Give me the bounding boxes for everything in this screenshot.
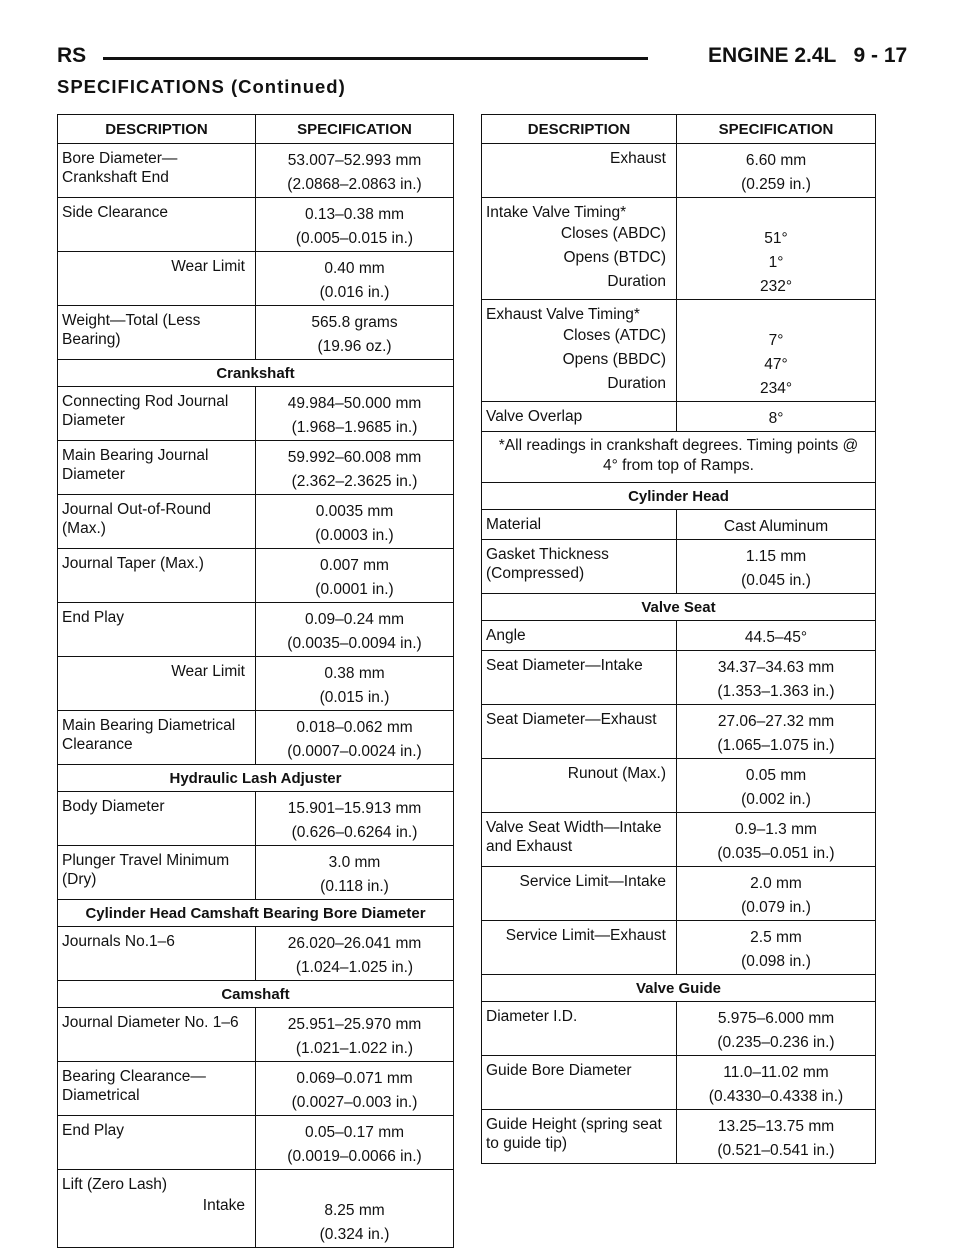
group-title: Intake Valve Timing* — [486, 204, 627, 221]
specification-cell — [677, 300, 876, 402]
description-line: (Compressed) — [486, 565, 585, 582]
table-row — [482, 1056, 876, 1110]
specification-value: (0.016 in.) — [319, 284, 390, 301]
table-row — [58, 441, 454, 495]
specification-value: 2.0 mm — [750, 875, 802, 892]
specification-cell — [256, 495, 454, 549]
specification-value: 25.951–25.970 mm — [287, 1016, 422, 1033]
section-heading: Cylinder Head Camshaft Bearing Bore Diameter — [58, 900, 454, 927]
description-line: Main Bearing Diametrical — [62, 717, 236, 734]
specification-value: 0.007 mm — [320, 557, 389, 574]
sub-description: Opens (BBDC) — [562, 351, 666, 368]
table-row — [58, 1062, 454, 1116]
specification-cell — [677, 813, 876, 867]
specification-value: (1.021–1.022 in.) — [295, 1040, 414, 1057]
specification-cell — [677, 867, 876, 921]
table-row — [58, 495, 454, 549]
description-line: Plunger Travel Minimum — [62, 852, 230, 869]
description-line: Exhaust — [609, 150, 666, 167]
specification-value: 8.25 mm — [324, 1202, 385, 1219]
specification-value: (0.015 in.) — [319, 689, 390, 706]
specification-value: (0.098 in.) — [741, 953, 811, 970]
specification-cell — [677, 921, 876, 975]
description-cell — [482, 402, 677, 432]
specification-cell — [677, 1110, 876, 1164]
description-cell — [482, 651, 677, 705]
section-heading: Crankshaft — [58, 360, 454, 387]
description-line: Service Limit—Exhaust — [505, 927, 666, 944]
specification-value: 0.0035 mm — [315, 503, 394, 520]
specification-cell — [677, 759, 876, 813]
specification-value: 53.007–52.993 mm — [287, 152, 422, 169]
group-title: Lift (Zero Lash) — [62, 1176, 168, 1193]
specification-value: 0.13–0.38 mm — [304, 206, 405, 223]
description-cell — [58, 495, 256, 549]
note-row — [482, 432, 876, 483]
description-line: Journal Diameter No. 1–6 — [62, 1014, 239, 1031]
specification-value: (1.968–1.9685 in.) — [291, 419, 418, 436]
table-row — [58, 657, 454, 711]
spec-table-left — [57, 114, 454, 1248]
section-row — [58, 765, 454, 792]
table-row — [58, 306, 454, 360]
description-cell — [58, 1116, 256, 1170]
spec-table-body — [58, 144, 454, 1248]
description-line: Diameter — [62, 412, 125, 429]
specification-value: 0.38 mm — [324, 665, 385, 682]
description-cell — [58, 1170, 256, 1248]
specification-cell — [677, 402, 876, 432]
description-line: Seat Diameter—Exhaust — [486, 711, 657, 728]
specification-value: 6.60 mm — [745, 152, 807, 169]
specification-value: 1° — [768, 254, 784, 271]
description-cell — [58, 198, 256, 252]
sub-description: Opens (BTDC) — [563, 249, 666, 266]
specification-value: 8° — [768, 410, 784, 427]
description-cell — [482, 1002, 677, 1056]
table-row — [58, 1116, 454, 1170]
table-row — [58, 711, 454, 765]
description-cell — [58, 441, 256, 495]
description-cell — [482, 198, 677, 300]
specification-value: (0.118 in.) — [320, 878, 389, 895]
section-row — [58, 360, 454, 387]
description-cell — [58, 306, 256, 360]
description-cell — [58, 1062, 256, 1116]
specification-cell — [256, 441, 454, 495]
specification-cell — [256, 603, 454, 657]
specification-cell — [256, 657, 454, 711]
specification-cell — [256, 1170, 454, 1248]
section-row — [58, 900, 454, 927]
table-row — [58, 198, 454, 252]
section-row — [58, 981, 454, 1008]
description-cell — [482, 705, 677, 759]
description-cell — [58, 603, 256, 657]
specification-value: 49.984–50.000 mm — [287, 395, 422, 412]
specification-value: 565.8 grams — [311, 314, 398, 331]
specification-value: (2.362–2.3625 in.) — [291, 473, 418, 490]
table-row-group — [482, 300, 876, 402]
description-line: Crankshaft End — [62, 169, 169, 186]
specification-cell — [677, 1002, 876, 1056]
spec-table-body — [482, 144, 876, 1164]
specification-value: 34.37–34.63 mm — [717, 659, 835, 676]
specification-cell — [256, 549, 454, 603]
specification-value: 11.0–11.02 mm — [723, 1064, 829, 1081]
description-cell — [58, 549, 256, 603]
specification-cell — [677, 198, 876, 300]
description-line: Main Bearing Journal — [62, 447, 209, 464]
specification-cell — [677, 540, 876, 594]
description-line: Journals No.1–6 — [62, 933, 175, 950]
specification-value: 15.901–15.913 mm — [287, 800, 422, 817]
description-line: Runout (Max.) — [567, 765, 666, 782]
description-line: Journal Taper (Max.) — [62, 555, 204, 572]
description-line: Diameter I.D. — [486, 1008, 578, 1025]
specification-cell — [256, 306, 454, 360]
sub-spacer — [62, 1218, 251, 1242]
table-row — [482, 921, 876, 975]
description-cell — [482, 813, 677, 867]
group-title-spacer — [677, 305, 875, 329]
section-heading: Valve Guide — [482, 975, 876, 1002]
specification-value: (0.626–0.6264 in.) — [291, 824, 418, 841]
specification-value: 13.25–13.75 mm — [717, 1118, 835, 1135]
description-cell — [482, 144, 677, 198]
column-header-specification: SPECIFICATION — [677, 115, 876, 144]
description-cell — [482, 921, 677, 975]
specification-value: 3.0 mm — [328, 854, 381, 871]
specification-value: (0.005–0.015 in.) — [295, 230, 414, 247]
description-line: Seat Diameter—Intake — [486, 657, 643, 674]
specification-value: 0.09–0.24 mm — [304, 611, 405, 628]
sub-description: Intake — [202, 1197, 245, 1214]
specification-value: (0.045 in.) — [741, 572, 811, 589]
specification-value: (0.4330–0.4338 in.) — [708, 1088, 844, 1105]
column-header-description: DESCRIPTION — [58, 115, 256, 144]
specification-cell — [256, 792, 454, 846]
header-rule — [103, 57, 648, 60]
description-line: Wear Limit — [171, 663, 245, 680]
description-line: Guide Bore Diameter — [486, 1062, 632, 1079]
description-line: Journal Out-of-Round — [62, 501, 212, 518]
description-line: Valve Seat Width—Intake — [486, 819, 662, 836]
table-row — [482, 867, 876, 921]
specification-cell — [677, 651, 876, 705]
description-cell — [58, 387, 256, 441]
sub-description: Duration — [607, 273, 666, 290]
specification-value: 2.5 mm — [750, 929, 802, 946]
specification-value: (1.353–1.363 in.) — [717, 683, 835, 700]
description-cell — [482, 867, 677, 921]
description-line: End Play — [62, 609, 125, 626]
description-line: Gasket Thickness — [486, 546, 609, 563]
description-line: Weight—Total (Less — [62, 312, 201, 329]
specification-value: 232° — [759, 278, 793, 295]
specification-value: (0.0001 in.) — [315, 581, 394, 598]
section-row — [482, 483, 876, 510]
specification-value: (0.035–0.051 in.) — [717, 845, 835, 862]
description-line: End Play — [62, 1122, 125, 1139]
table-row — [482, 759, 876, 813]
specification-cell — [677, 144, 876, 198]
table-row — [58, 603, 454, 657]
table-row — [58, 252, 454, 306]
table-row — [482, 705, 876, 759]
specification-value: 44.5–45° — [744, 629, 808, 646]
specification-cell — [677, 621, 876, 651]
specification-cell — [256, 387, 454, 441]
specification-value: 0.069–0.071 mm — [296, 1070, 413, 1087]
specification-cell — [677, 1056, 876, 1110]
footnote-cell — [482, 432, 876, 483]
description-line: Material — [486, 516, 542, 533]
description-cell — [58, 846, 256, 900]
description-line: Bearing Clearance— — [62, 1068, 206, 1085]
section-heading: Camshaft — [58, 981, 454, 1008]
specification-value: 26.020–26.041 mm — [287, 935, 422, 952]
table-row-group — [482, 198, 876, 300]
description-line: Wear Limit — [171, 258, 245, 275]
specification-value: (0.521–0.541 in.) — [717, 1142, 835, 1159]
table-row — [482, 651, 876, 705]
description-line: and Exhaust — [486, 838, 573, 855]
description-cell — [58, 1008, 256, 1062]
specification-cell — [256, 144, 454, 198]
specification-value: 7° — [768, 332, 784, 349]
specification-value: Cast Aluminum — [723, 518, 829, 535]
specification-value: (0.0003 in.) — [315, 527, 394, 544]
specification-value: (0.235–0.236 in.) — [717, 1034, 835, 1051]
specification-value: 47° — [764, 356, 788, 373]
table-row — [58, 144, 454, 198]
sub-description: Closes (ABDC) — [560, 225, 666, 242]
section-heading: Cylinder Head — [482, 483, 876, 510]
specification-value: 51° — [764, 230, 788, 247]
description-line: Angle — [486, 627, 526, 644]
table-row — [482, 510, 876, 540]
specification-value: 0.05 mm — [745, 767, 807, 784]
table-header-row — [482, 115, 876, 144]
specification-value: (0.002 in.) — [741, 791, 811, 808]
column-header-description: DESCRIPTION — [482, 115, 677, 144]
specification-cell — [256, 1008, 454, 1062]
group-title-spacer — [256, 1175, 453, 1199]
specification-value: (0.0007–0.0024 in.) — [287, 743, 422, 760]
specification-value: (0.0035–0.0094 in.) — [287, 635, 422, 652]
specification-cell — [677, 705, 876, 759]
specification-value: 0.018–0.062 mm — [296, 719, 413, 736]
description-cell — [58, 792, 256, 846]
description-line: Diameter — [62, 466, 125, 483]
table-row — [482, 540, 876, 594]
table-row — [482, 1002, 876, 1056]
table-row — [482, 1110, 876, 1164]
specification-value: 5.975–6.000 mm — [717, 1010, 835, 1027]
specification-cell — [256, 198, 454, 252]
specification-value: 0.40 mm — [324, 260, 385, 277]
table-row — [58, 387, 454, 441]
group-title: Exhaust Valve Timing* — [486, 306, 640, 323]
specification-value: (1.065–1.075 in.) — [717, 737, 835, 754]
specification-value: 59.992–60.008 mm — [287, 449, 422, 466]
specification-value: (0.079 in.) — [741, 899, 811, 916]
spec-table-right — [481, 114, 876, 1164]
section-row — [482, 975, 876, 1002]
specification-value: (2.0868–2.0863 in.) — [287, 176, 422, 193]
specification-value: (0.324 in.) — [319, 1226, 390, 1243]
specification-cell — [256, 927, 454, 981]
sub-description: Closes (ATDC) — [562, 327, 666, 344]
description-line: Service Limit—Intake — [519, 873, 666, 890]
table-row — [58, 846, 454, 900]
table-row — [58, 927, 454, 981]
description-cell — [58, 927, 256, 981]
description-cell — [482, 759, 677, 813]
description-cell — [482, 300, 677, 402]
description-cell — [482, 621, 677, 651]
description-line: Diametrical — [62, 1087, 140, 1104]
description-cell — [58, 711, 256, 765]
description-line: Bore Diameter— — [62, 150, 178, 167]
description-line: Connecting Rod Journal — [62, 393, 229, 410]
description-cell — [482, 1110, 677, 1164]
specification-value: (19.96 oz.) — [317, 338, 392, 355]
specification-value: 234° — [759, 380, 793, 397]
table-row — [58, 792, 454, 846]
description-cell — [482, 510, 677, 540]
table-row — [482, 402, 876, 432]
table-row — [58, 549, 454, 603]
table-row — [482, 144, 876, 198]
sub-description: Duration — [607, 375, 666, 392]
specification-cell — [677, 510, 876, 540]
header-section-code: RS — [57, 44, 87, 67]
specification-value: (0.259 in.) — [741, 176, 811, 193]
specification-value: 27.06–27.32 mm — [717, 713, 835, 730]
footnote-line: *All readings in crankshaft degrees. Timing points @ — [498, 437, 859, 454]
specification-value: 0.05–0.17 mm — [304, 1124, 405, 1141]
section-row — [482, 594, 876, 621]
description-cell — [58, 657, 256, 711]
column-header-specification: SPECIFICATION — [256, 115, 454, 144]
table-row — [58, 1008, 454, 1062]
table-row — [482, 621, 876, 651]
specification-cell — [256, 1116, 454, 1170]
specification-cell — [256, 1062, 454, 1116]
description-line: Valve Overlap — [486, 408, 583, 425]
description-line: Body Diameter — [62, 798, 165, 815]
specification-value: (0.0019–0.0066 in.) — [287, 1148, 422, 1165]
specification-value: 1.15 mm — [745, 548, 807, 565]
table-header-row — [58, 115, 454, 144]
description-line: Clearance — [62, 736, 133, 753]
section-title: SPECIFICATIONS (Continued) — [57, 76, 346, 97]
description-cell — [482, 1056, 677, 1110]
header-page-ref: ENGINE 2.4L 9 - 17 — [708, 44, 908, 67]
description-line: Side Clearance — [62, 204, 168, 221]
description-cell — [58, 252, 256, 306]
table-row-group — [58, 1170, 454, 1248]
specification-value: 0.9–1.3 mm — [735, 821, 817, 838]
specification-value: (0.0027–0.003 in.) — [291, 1094, 418, 1111]
group-title-spacer — [677, 203, 875, 227]
description-line: (Max.) — [62, 520, 106, 537]
description-line: to guide tip) — [486, 1135, 567, 1152]
specification-cell — [256, 711, 454, 765]
specification-value: (1.024–1.025 in.) — [295, 959, 414, 976]
description-line: Guide Height (spring seat — [486, 1116, 662, 1133]
description-line: Bearing) — [62, 331, 121, 348]
section-heading: Hydraulic Lash Adjuster — [58, 765, 454, 792]
description-line: (Dry) — [62, 871, 97, 888]
description-cell — [482, 540, 677, 594]
description-cell — [58, 144, 256, 198]
specification-cell — [256, 846, 454, 900]
footnote-line: 4° from top of Ramps. — [603, 457, 754, 474]
section-heading: Valve Seat — [482, 594, 876, 621]
specification-cell — [256, 252, 454, 306]
table-row — [482, 813, 876, 867]
